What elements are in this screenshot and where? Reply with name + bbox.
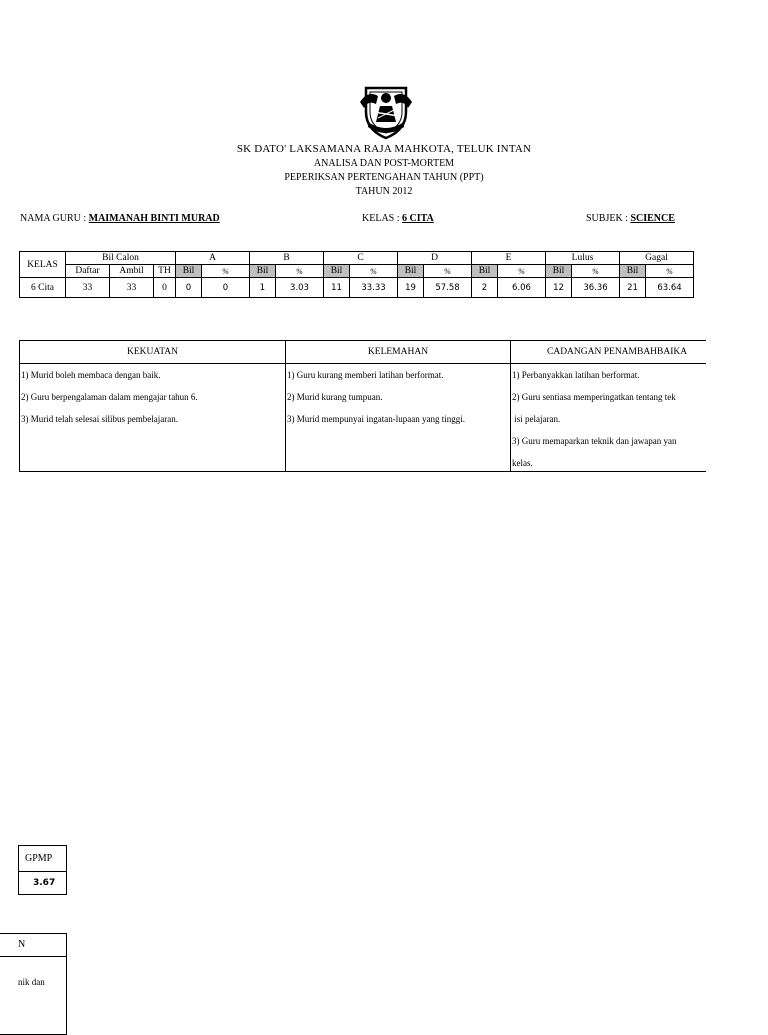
- table-cell: 33: [66, 278, 110, 298]
- sub-header: %: [498, 265, 546, 278]
- class-label: KELAS :: [362, 213, 400, 224]
- table-cell: 36.36: [572, 278, 620, 298]
- sub-header: Daftar: [66, 265, 110, 278]
- table-cell: 12: [546, 278, 572, 298]
- group-header: Lulus: [546, 252, 620, 265]
- table-cell: 19: [398, 278, 424, 298]
- list-item: 2) Murid kurang tumpuan.: [287, 392, 383, 402]
- fragment-box: [0, 933, 67, 1035]
- list-item: 2) Guru sentiasa memperingatkan tentang tek: [512, 392, 676, 402]
- subject-label: SUBJEK :: [586, 213, 628, 224]
- sub-header: %: [572, 265, 620, 278]
- sub-header: TH: [154, 265, 176, 278]
- table-cell: 0: [176, 278, 202, 298]
- fragment-header: N: [0, 934, 66, 957]
- kekuatan-column: [20, 341, 285, 471]
- fragment-text: nik dan: [18, 977, 45, 987]
- results-table: [19, 251, 694, 298]
- group-header: A: [176, 252, 250, 265]
- school-name: SK DATO' LAKSAMANA RAJA MAHKOTA, TELUK INTAN: [236, 143, 532, 155]
- sub-header: Bil: [620, 265, 646, 278]
- table-cell: 57.58: [424, 278, 472, 298]
- group-header: D: [398, 252, 472, 265]
- kelas-header: KELAS: [20, 252, 66, 278]
- sub-header: Bil: [176, 265, 202, 278]
- sub-header: %: [202, 265, 250, 278]
- kekuatan-header: KEKUATAN: [20, 341, 285, 364]
- report-title: ANALISA DAN POST-MORTEM: [313, 158, 455, 169]
- school-crest-icon: [358, 82, 414, 140]
- year-title: TAHUN 2012: [355, 186, 413, 197]
- gpmp-value: 3.67: [33, 878, 56, 888]
- teacher-info: [20, 213, 220, 224]
- group-header: Gagal: [620, 252, 694, 265]
- list-item: 1) Murid boleh membaca dengan baik.: [21, 370, 161, 380]
- table-cell: 6 Cita: [20, 278, 66, 298]
- table-cell: 33.33: [350, 278, 398, 298]
- group-header: Bil Calon: [66, 252, 176, 265]
- group-header: E: [472, 252, 546, 265]
- table-cell: 63.64: [646, 278, 694, 298]
- class-name: 6 CITA: [402, 213, 434, 224]
- analysis-table: [19, 340, 706, 472]
- subject-info: [586, 213, 675, 224]
- table-cell: 0: [154, 278, 176, 298]
- table-cell: 6.06: [498, 278, 546, 298]
- list-item: 3) Guru memaparkan teknik dan jawapan yan: [512, 436, 677, 446]
- table-row: [20, 278, 694, 298]
- list-item: 3) Murid mempunyai ingatan-lupaan yang tinggi.: [287, 414, 465, 424]
- list-item: isi pelajaran.: [512, 414, 561, 424]
- table-cell: 1: [250, 278, 276, 298]
- cadangan-column: [511, 341, 706, 471]
- sub-header: %: [276, 265, 324, 278]
- group-header: C: [324, 252, 398, 265]
- exam-title: PEPERIKSAN PERTENGAHAN TAHUN (PPT): [284, 172, 484, 183]
- sub-header: %: [646, 265, 694, 278]
- table-cell: 0: [202, 278, 250, 298]
- teacher-label: NAMA GURU :: [20, 213, 87, 224]
- table-cell: 2: [472, 278, 498, 298]
- list-item: 1) Perbanyakkan latihan berformat.: [512, 370, 640, 380]
- sub-header: Bil: [324, 265, 350, 278]
- table-cell: 21: [620, 278, 646, 298]
- list-item: 1) Guru kurang memberi latihan berformat.: [287, 370, 444, 380]
- table-subheader-row: [20, 265, 694, 278]
- subject-name: SCIENCE: [630, 213, 675, 224]
- table-cell: 3.03: [276, 278, 324, 298]
- list-item: kelas.: [512, 458, 533, 468]
- table-cell: 33: [110, 278, 154, 298]
- group-header: B: [250, 252, 324, 265]
- table-header-row: [20, 252, 694, 265]
- sub-header: Bil: [546, 265, 572, 278]
- sub-header: Bil: [398, 265, 424, 278]
- table-cell: 11: [324, 278, 350, 298]
- teacher-name: MAIMANAH BINTI MURAD: [88, 213, 220, 224]
- class-info: [362, 213, 434, 224]
- list-item: 3) Murid telah selesai silibus pembelajaran.: [21, 414, 178, 424]
- sub-header: Bil: [472, 265, 498, 278]
- gpmp-box: [18, 845, 67, 895]
- list-item: 2) Guru berpengalaman dalam mengajar tahun 6.: [21, 392, 198, 402]
- kelemahan-column: [286, 341, 510, 471]
- gpmp-label: GPMP: [19, 846, 66, 872]
- sub-header: Ambil: [110, 265, 154, 278]
- sub-header: Bil: [250, 265, 276, 278]
- cadangan-header: CADANGAN PENAMBAHBAIKA: [511, 341, 706, 364]
- kelemahan-header: KELEMAHAN: [286, 341, 510, 364]
- sub-header: %: [424, 265, 472, 278]
- sub-header: %: [350, 265, 398, 278]
